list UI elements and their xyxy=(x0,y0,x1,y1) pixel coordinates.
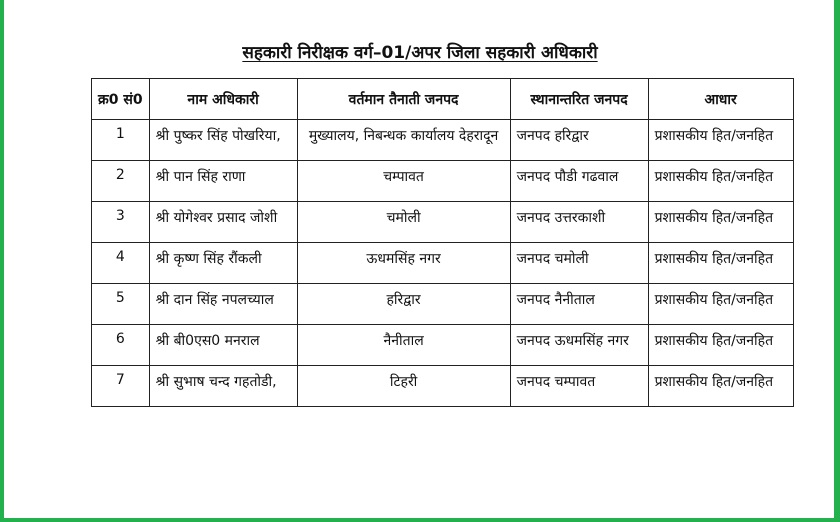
cell-name: श्री दान सिंह नपलच्याल xyxy=(149,284,297,325)
cell-basis: प्रशासकीय हित/जनहित xyxy=(648,366,793,407)
cell-basis: प्रशासकीय हित/जनहित xyxy=(648,325,793,366)
table-header-row xyxy=(92,79,794,120)
cell-current-district: टिहरी xyxy=(297,366,510,407)
table-row xyxy=(92,284,794,325)
cell-transferred-district: जनपद हरिद्वार xyxy=(510,120,648,161)
cell-current-district: ऊधमसिंह नगर xyxy=(297,243,510,284)
cell-serial: 2 xyxy=(92,161,150,202)
cell-basis: प्रशासकीय हित/जनहित xyxy=(648,202,793,243)
cell-serial: 5 xyxy=(92,284,150,325)
cell-transferred-district: जनपद नैनीताल xyxy=(510,284,648,325)
cell-basis: प्रशासकीय हित/जनहित xyxy=(648,120,793,161)
cell-serial: 6 xyxy=(92,325,150,366)
header-serial: क्र0 सं0 xyxy=(92,79,150,120)
cell-basis: प्रशासकीय हित/जनहित xyxy=(648,284,793,325)
cell-basis: प्रशासकीय हित/जनहित xyxy=(648,243,793,284)
table-row xyxy=(92,202,794,243)
cell-basis: प्रशासकीय हित/जनहित xyxy=(648,161,793,202)
cell-current-district: मुख्यालय, निबन्धक कार्यालय देहरादून xyxy=(297,120,510,161)
cell-name: श्री कृष्ण सिंह रौंकली xyxy=(149,243,297,284)
header-current-district: वर्तमान तैनाती जनपद xyxy=(297,79,510,120)
table-row xyxy=(92,366,794,407)
cell-current-district: चम्पावत xyxy=(297,161,510,202)
cell-current-district: चमोली xyxy=(297,202,510,243)
document-title xyxy=(0,40,840,63)
cell-serial: 4 xyxy=(92,243,150,284)
cell-serial: 1 xyxy=(92,120,150,161)
transfer-table xyxy=(91,78,794,407)
header-basis: आधार xyxy=(648,79,793,120)
table-row xyxy=(92,325,794,366)
cell-name: श्री पुष्कर सिंह पोखरिया, xyxy=(149,120,297,161)
cell-name: श्री योगेश्वर प्रसाद जोशी xyxy=(149,202,297,243)
cell-transferred-district: जनपद चमोली xyxy=(510,243,648,284)
cell-serial: 7 xyxy=(92,366,150,407)
cell-transferred-district: जनपद चम्पावत xyxy=(510,366,648,407)
table-row xyxy=(92,243,794,284)
cell-name: श्री बी0एस0 मनराल xyxy=(149,325,297,366)
cell-serial: 3 xyxy=(92,202,150,243)
table-row xyxy=(92,120,794,161)
title-text: सहकारी निरीक्षक वर्ग–01/अपर जिला सहकारी अधिकारी xyxy=(242,43,598,63)
header-name: नाम अधिकारी xyxy=(149,79,297,120)
cell-name: श्री पान सिंह राणा xyxy=(149,161,297,202)
header-transferred-district: स्थानान्तरित जनपद xyxy=(510,79,648,120)
table-row xyxy=(92,161,794,202)
cell-transferred-district: जनपद उत्तरकाशी xyxy=(510,202,648,243)
cell-current-district: हरिद्वार xyxy=(297,284,510,325)
cell-transferred-district: जनपद ऊधमसिंह नगर xyxy=(510,325,648,366)
cell-name: श्री सुभाष चन्द गहतोडी, xyxy=(149,366,297,407)
cell-transferred-district: जनपद पौडी गढवाल xyxy=(510,161,648,202)
cell-current-district: नैनीताल xyxy=(297,325,510,366)
